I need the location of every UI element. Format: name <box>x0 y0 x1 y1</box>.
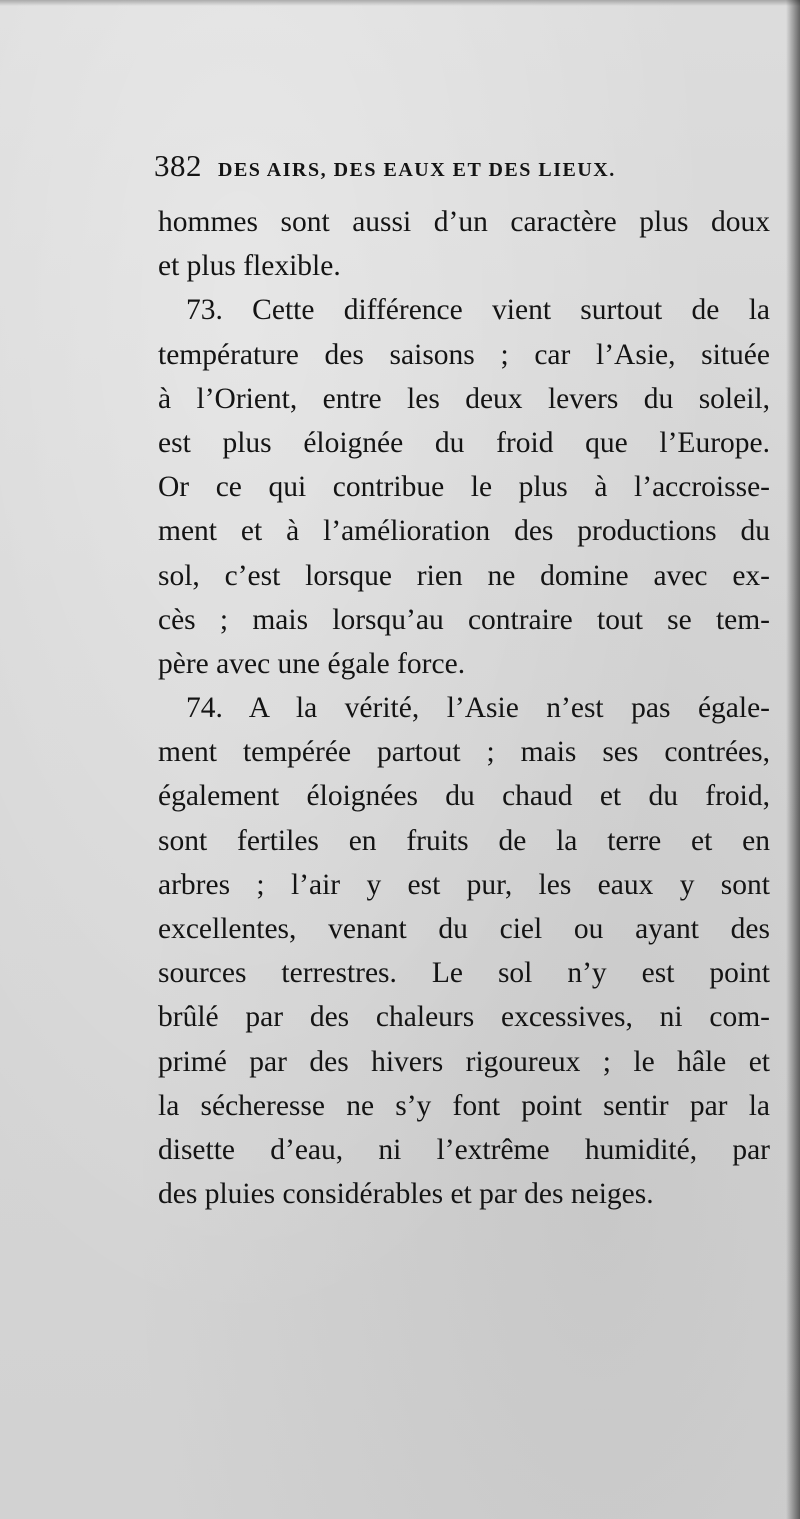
text-line: disette d’eau, ni l’extrême humidité, par <box>158 1133 770 1166</box>
text-line: 73. Cette différence vient surtout de la <box>186 294 770 327</box>
text-line: hommes sont aussi d’un caractère plus doux <box>158 206 770 238</box>
body-text <box>158 200 770 1216</box>
text-line: sol, c’est lorsque rien ne domine avec ex- <box>158 559 770 592</box>
text-line: sources terrestres. Le sol n’y est point <box>158 957 770 990</box>
text-line: sont fertiles en fruits de la terre et en <box>158 824 770 857</box>
text-line: excellentes, venant du ciel ou ayant des <box>158 913 770 945</box>
running-head: DES AIRS, DES EAUX ET DES LIEUX. <box>218 159 616 181</box>
text-line: température des saisons ; car l’Asie, située <box>158 338 770 371</box>
text-line: brûlé par des chaleurs excessives, ni com- <box>158 1001 770 1034</box>
text-line: ment tempérée partout ; mais ses contrées, <box>158 736 770 769</box>
text-line: Or ce qui contribue le plus à l’accroisse- <box>158 471 770 504</box>
page-number: 382 <box>154 148 202 183</box>
text-line: 74. A la vérité, l’Asie n’est pas égale- <box>186 692 770 725</box>
text-line: ment et à l’amélioration des productions du <box>158 515 770 548</box>
text-line: et plus flexible. <box>158 250 341 283</box>
text-line: des pluies considérables et par des neiges. <box>158 1178 654 1211</box>
text-line: cès ; mais lorsqu’au contraire tout se tem- <box>158 603 770 636</box>
page-top-shadow <box>0 0 800 6</box>
text-line: est plus éloignée du froid que l’Europe. <box>158 426 770 459</box>
page-right-shadow <box>786 0 800 1519</box>
text-line: à l’Orient, entre les deux levers du soleil, <box>158 382 770 415</box>
page-header <box>154 148 764 184</box>
text-line: la sécheresse ne s’y font point sentir par la <box>158 1089 770 1122</box>
text-line: père avec une égale force. <box>158 647 466 680</box>
text-line: primé par des hivers rigoureux ; le hâle et <box>158 1045 770 1078</box>
text-line: également éloignées du chaud et du froid, <box>158 780 770 813</box>
text-line: arbres ; l’air y est pur, les eaux y sont <box>158 868 770 901</box>
